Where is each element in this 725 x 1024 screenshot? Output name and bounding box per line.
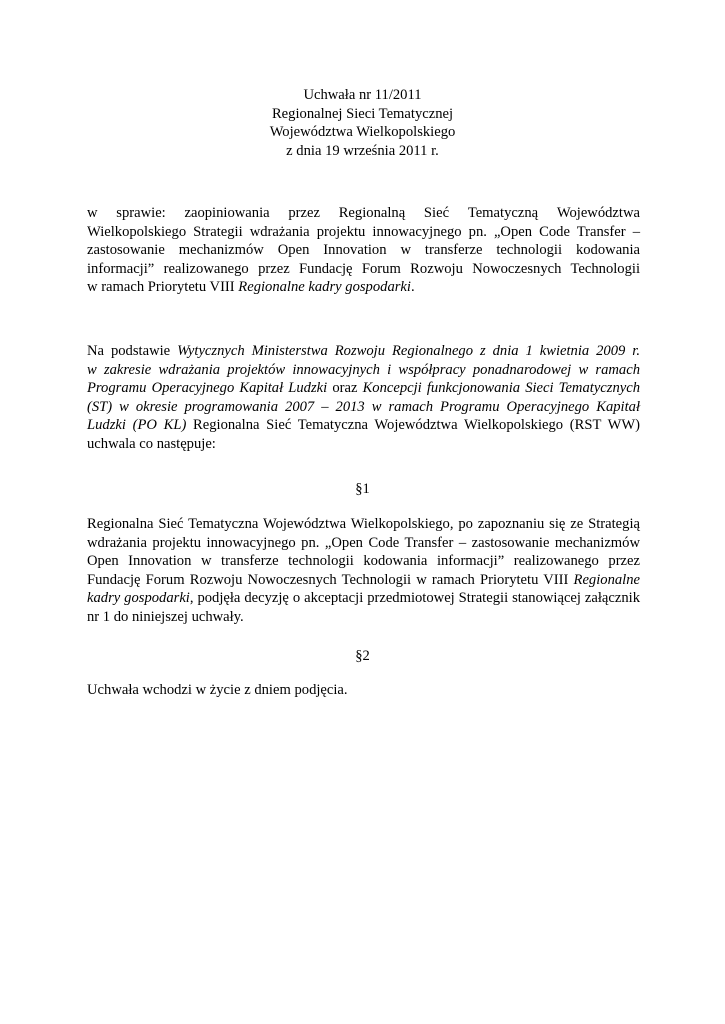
section-1-line-1: Regionalna Sieć Tematyczna Województwa Wielkopolskiego, po zapoznaniu się ze Strategią — [87, 516, 640, 532]
programme-name: Programu Operacyjnego Kapitał Ludzki — [87, 380, 328, 397]
subject-word: Tematyczną — [467, 205, 539, 221]
section-1-mark: §1 — [355, 481, 370, 497]
subject-word: sprawie: — [116, 205, 166, 221]
subject-paragraph — [87, 204, 640, 297]
basis-line-1 — [87, 342, 640, 361]
section-1-line-4 — [87, 571, 640, 590]
basis-text: Regionalna Sieć Tematyczna Województwa Wielkopolskiego (RST WW) — [186, 417, 640, 434]
priority-name: Regionalne kadry gospodarki — [238, 279, 411, 296]
programme-name: Ludzki (PO KL) — [87, 417, 187, 434]
concept-title: Koncepcji funkcjonowania Sieci Tematycznych — [362, 380, 641, 397]
subject-word: w — [87, 205, 98, 221]
priority-name: Regionalne — [573, 571, 640, 588]
section-1-line-5 — [87, 589, 640, 608]
section-2-line-1: Uchwała wchodzi w życie z dniem podjęcia. — [87, 682, 348, 698]
priority-name: kadry gospodarki — [87, 590, 190, 607]
title-line-date: z dnia 19 września 2011 r. — [286, 143, 439, 160]
basis-line-4 — [87, 398, 640, 417]
title-line-network: Regionalnej Sieci Tematycznej — [271, 105, 454, 122]
section-1-paragraph — [87, 515, 640, 627]
title-line-voivodeship: Województwa Wielkopolskiego — [269, 124, 456, 141]
subject-text: . — [410, 279, 415, 296]
subject-line-4: informacji” realizowanego przez Fundację Forum Rozwoju Nowoczesnych Technologii — [87, 260, 640, 277]
basis-line-6: uchwala co następuje: — [87, 435, 216, 452]
subject-word: Regionalną — [338, 205, 406, 221]
section-1-text: Fundację Forum Rozwoju Nowoczesnych Technologii w ramach Priorytetu VIII — [87, 571, 574, 588]
basis-text: oraz — [327, 380, 363, 397]
basis-line-2 — [87, 361, 640, 380]
subject-line-5 — [87, 278, 640, 297]
basis-line-3 — [87, 379, 640, 398]
legal-basis-paragraph — [87, 342, 640, 454]
section-2-mark: §2 — [355, 648, 370, 664]
section-1-text: , podjęła decyzję o akceptacji przedmiotowej Strategii stanowiącej załącznik — [189, 590, 640, 607]
subject-word: przez — [288, 205, 320, 221]
subject-line-3: zastosowanie mechanizmów Open Innovation w transferze technologii kodowania — [87, 242, 640, 259]
title-line-number: Uchwała nr 11/2011 — [303, 87, 422, 103]
guidelines-title: w zakresie wdrażania projektów innowacyjnych i współpracy ponadnarodowej w ramach — [87, 361, 640, 378]
resolution-title — [0, 86, 725, 161]
subject-word: Województwa — [556, 205, 640, 221]
subject-text: w ramach Priorytetu VIII — [87, 279, 239, 296]
guidelines-title: Wytycznych Ministerstwa Rozwoju Regionalnego z dnia 1 kwietnia 2009 r. — [177, 343, 640, 359]
section-1-line-2: wdrażania projektu innowacyjnego pn. „Open Code Transfer – zastosowanie mechanizmów — [87, 534, 640, 551]
section-1-line-3: Open Innovation w transferze technologii kodowania informacji” realizowanego przez — [87, 553, 640, 570]
subject-word: zaopiniowania — [184, 205, 270, 221]
subject-word: Sieć — [423, 205, 450, 221]
section-2-paragraph — [87, 681, 640, 700]
concept-title: (ST) w okresie programowania 2007 – 2013 w ramach Programu Operacyjnego Kapitał — [87, 398, 640, 415]
section-1-line-6: nr 1 do niniejszej uchwały. — [87, 608, 244, 625]
basis-text: Na podstawie — [87, 343, 178, 359]
subject-line-1 — [87, 204, 640, 223]
subject-line-2: Wielkopolskiego Strategii wdrażania projektu innowacyjnego pn. „Open Code Transfer – — [87, 223, 640, 240]
basis-line-5 — [87, 416, 640, 435]
